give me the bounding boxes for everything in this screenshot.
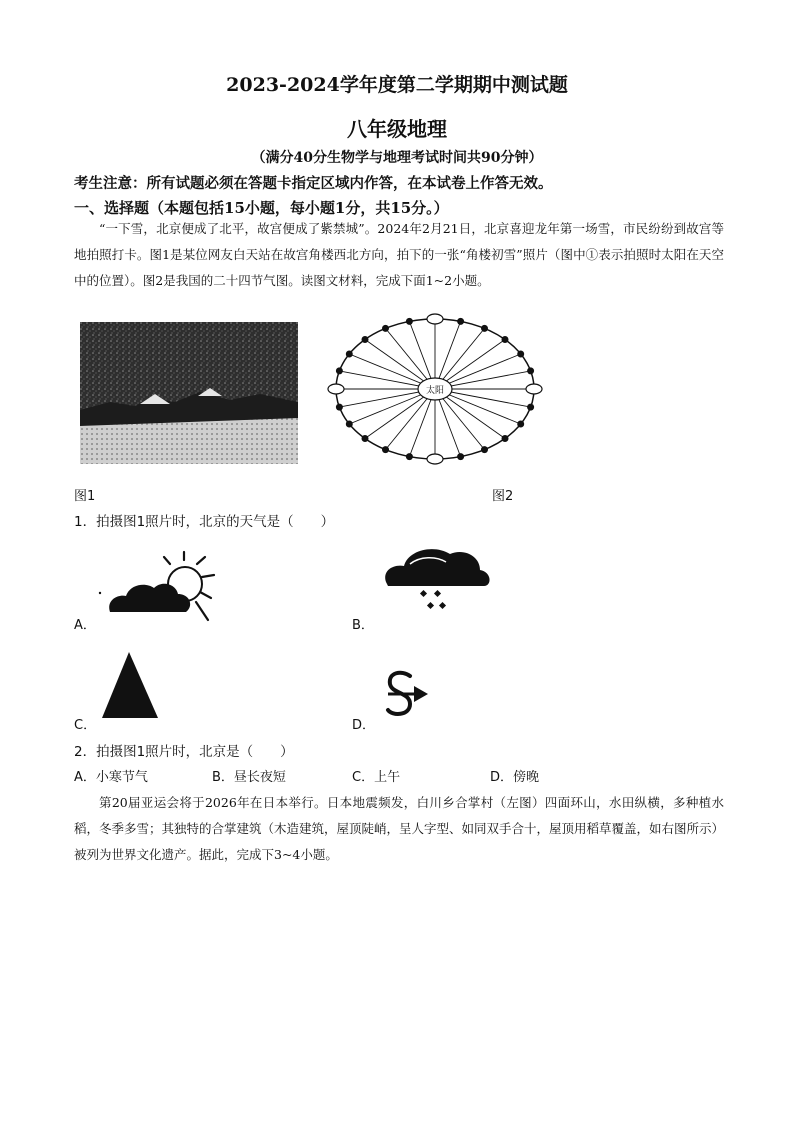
question-1-option-a[interactable]: A． <box>74 618 96 633</box>
intro-paragraph: “一下雪，北京便成了北平，故宫便成了紫禁城”。2024年2月21日，北京喜迎龙年第一场雪，市民纷纷到故宫等地拍照打卡。图1是某位网友白天站在故宫角楼西北方向，拍下的一张“角楼初雪”照片（图中①表示拍照时太阳在天空中的位置）。图2是我国的二十四节气图。读图文材料，完成下面1~2小题。 <box>74 221 724 288</box>
figure-1-caption: 图1 <box>74 489 96 504</box>
sun-label: 太阳 <box>425 386 445 396</box>
question-1-stem: 1．拍摄图1照片时，北京的天气是（ ） <box>74 514 335 530</box>
passage-2: 第20届亚运会将于2026年在日本举行。日本地震频发，白川乡合掌村（左图）四面环山，水田纵横，多种植水稻，冬季多雪；其独特的合掌建筑（木造建筑，屋顶陡峭，呈人字型、如同双手合十，屋顶用稻草覆盖，如右图所示）被列为世界文化遗产。据此，完成下3~4小题。 <box>74 795 725 862</box>
question-2-option-c[interactable]: C．上午 <box>352 770 401 785</box>
score-note: （满分40分生物学与地理考试时间共90分钟） <box>251 150 543 166</box>
question-1-option-d[interactable]: D． <box>352 718 376 733</box>
exam-notice: 考生注意：所有试题必须在答题卡指定区域内作答，在本试卷上作答无效。 <box>74 175 553 192</box>
exam-title: 2023-2024学年度第二学期期中测试题 <box>226 74 568 96</box>
sandstorm-icon <box>384 668 430 720</box>
section-heading: 一、选择题（本题包括15小题，每小题1分，共15分。） <box>74 199 449 217</box>
question-1-option-b[interactable]: B． <box>352 618 374 633</box>
question-2-option-a[interactable]: A．小寒节气 <box>74 770 148 785</box>
hail-triangle-icon <box>100 650 160 720</box>
exam-subtitle: 八年级地理 <box>347 117 447 141</box>
question-2-option-b[interactable]: B．昼长夜短 <box>212 770 286 785</box>
question-2-option-d[interactable]: D．傍晚 <box>490 770 540 785</box>
question-2-stem: 2．拍摄图1照片时，北京是（ ） <box>74 744 294 760</box>
figure-1-photo <box>80 322 298 464</box>
question-1-option-c[interactable]: C． <box>74 718 97 733</box>
partly-cloudy-icon <box>96 550 222 624</box>
snow-cloud-icon <box>380 542 492 616</box>
figure-2-solar-terms-diagram <box>322 306 548 470</box>
figure-2-caption: 图2 <box>492 489 514 504</box>
